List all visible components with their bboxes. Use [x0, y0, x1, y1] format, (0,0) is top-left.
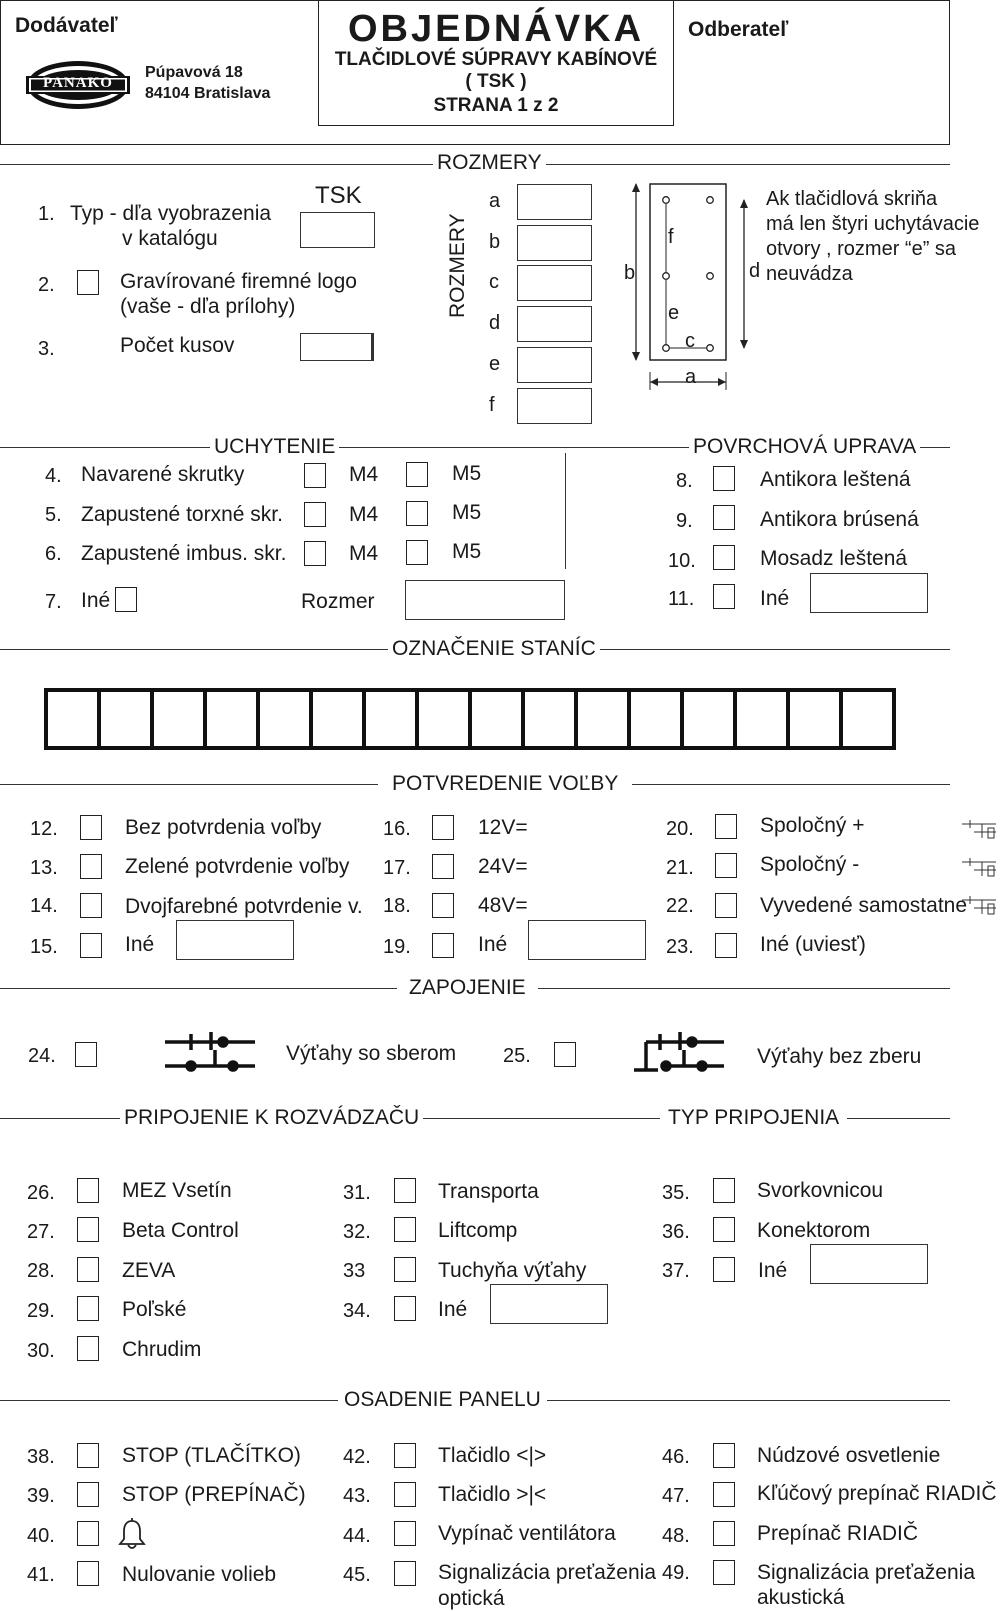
- separate-outputs-checkbox[interactable]: [715, 893, 737, 918]
- finish-polished-brass-checkbox[interactable]: [713, 545, 735, 570]
- section-povrchova-uprava: POVRCHOVÁ UPRAVA: [689, 435, 920, 459]
- dim-a-input[interactable]: [517, 184, 592, 220]
- mount-welded-label: Navarené skrutky: [81, 463, 245, 486]
- mount-imbus-m4-checkbox[interactable]: [304, 541, 326, 566]
- size-input[interactable]: [405, 580, 565, 620]
- emergency-light-label: Núdzové osvetlenie: [757, 1444, 941, 1467]
- supplier-address-line1: Púpavová 18: [145, 64, 243, 81]
- key-switch-label: Kľúčový prepínač RIADIČ: [757, 1482, 997, 1505]
- item-number: 19.: [383, 936, 411, 958]
- alarm-bell-checkbox[interactable]: [77, 1521, 99, 1546]
- driver-switch-label: Prepínač RIADIČ: [757, 1522, 919, 1545]
- section-oznacenie-stanic: OZNAČENIE STANÍC: [388, 637, 600, 661]
- item-number: 36.: [662, 1221, 690, 1243]
- station-cell[interactable]: [525, 692, 578, 746]
- connection-type-other-checkbox[interactable]: [713, 1257, 735, 1282]
- liftcomp-checkbox[interactable]: [394, 1217, 416, 1242]
- mez-vsetin-label: MEZ Vsetín: [122, 1179, 232, 1202]
- common-minus-label: Spoločný -: [760, 853, 860, 876]
- liftcomp-label: Liftcomp: [438, 1219, 518, 1242]
- confirmation-other-checkbox[interactable]: [80, 933, 102, 958]
- mez-vsetin-checkbox[interactable]: [77, 1178, 99, 1203]
- station-cell[interactable]: [101, 692, 154, 746]
- document-title: OBJEDNÁVKA: [347, 8, 645, 50]
- diagram-label-c: c: [685, 330, 695, 352]
- overload-acoustic-checkbox[interactable]: [713, 1560, 735, 1585]
- contact-with-collection-icon: [163, 1030, 258, 1075]
- document-subtitle: TLAČIDLOVÉ SÚPRAVY KABÍNOVÉ: [334, 49, 658, 70]
- item-number: 49.: [662, 1562, 690, 1584]
- without-collection-label: Výťahy bez zberu: [757, 1045, 922, 1068]
- item-number: 31.: [343, 1182, 371, 1204]
- fan-switch-label: Vypínač ventilátora: [438, 1522, 616, 1545]
- item-number: 35.: [662, 1182, 690, 1204]
- supplier-address-line2: 84104 Bratislava: [145, 85, 271, 102]
- dim-e-label: e: [489, 353, 501, 375]
- dim-b-input[interactable]: [517, 225, 592, 261]
- m5-label: M5: [452, 540, 482, 563]
- customer-label: Odberateľ: [688, 18, 789, 41]
- document-subtitle-abbr: ( TSK ): [465, 71, 527, 92]
- item-number: 3.: [38, 338, 55, 360]
- terminal-block-checkbox[interactable]: [713, 1178, 735, 1203]
- item-number: 41.: [27, 1564, 55, 1586]
- station-cell[interactable]: [260, 692, 313, 746]
- confirmation-wiring-other-label: Iné (uviesť): [760, 933, 866, 956]
- item-number: 37.: [662, 1260, 690, 1282]
- voltage-other-label: Iné: [478, 933, 508, 956]
- bicolor-confirmation-label: Dvojfarebné potvrdenie v.: [125, 895, 363, 918]
- terminal-block-label: Svorkovnicou: [757, 1179, 884, 1202]
- item-number: 40.: [27, 1525, 55, 1547]
- item-number: 2.: [38, 274, 55, 296]
- page-indicator: STRANA 1 z 2: [433, 95, 559, 116]
- station-cell[interactable]: [472, 692, 525, 746]
- dim-c-input[interactable]: [517, 265, 592, 301]
- contact-without-collection-icon: [632, 1030, 727, 1075]
- item-number: 24.: [28, 1045, 56, 1067]
- connection-type-other-label: Iné: [758, 1259, 788, 1282]
- chrudim-checkbox[interactable]: [77, 1336, 99, 1361]
- mount-welded-m4-checkbox[interactable]: [304, 463, 326, 488]
- with-collection-checkbox[interactable]: [75, 1042, 97, 1067]
- item-number: 18.: [383, 895, 411, 917]
- station-cell[interactable]: [154, 692, 207, 746]
- supplier-label: Dodávateľ: [15, 14, 118, 37]
- station-cell[interactable]: [737, 692, 790, 746]
- overload-acoustic-label-line2: akustická: [757, 1586, 845, 1609]
- mount-imbus-label: Zapustené imbus. skr.: [81, 542, 287, 565]
- finish-other-checkbox[interactable]: [713, 584, 735, 609]
- no-confirmation-label: Bez potvrdenia voľby: [125, 816, 322, 839]
- section-potvrdenie-volby: POTVREDENIE VOĽBY: [378, 772, 632, 796]
- item-number: 10.: [668, 550, 696, 572]
- station-cell[interactable]: [313, 692, 366, 746]
- section-rozmery: ROZMERY: [433, 151, 546, 175]
- station-cell[interactable]: [419, 692, 472, 746]
- dimension-note: Ak tlačidlová skriňa má len štyri uchytávacie otvory , rozmer “e” sa neuvádza: [766, 188, 980, 285]
- reset-calls-label: Nulovanie volieb: [122, 1563, 277, 1586]
- common-plus-checkbox[interactable]: [715, 814, 737, 839]
- item-number: 9.: [676, 510, 693, 532]
- overload-optical-checkbox[interactable]: [394, 1561, 416, 1586]
- polish-label: Poľské: [122, 1298, 187, 1321]
- section-typ-pripojenia: TYP PRIPOJENIA: [660, 1106, 847, 1130]
- dim-d-input[interactable]: [517, 306, 592, 342]
- voltage-12v-label: 12V=: [478, 816, 528, 839]
- m4-label: M4: [349, 503, 379, 526]
- zeva-checkbox[interactable]: [77, 1257, 99, 1282]
- m5-label: M5: [452, 462, 482, 485]
- finish-polished-steel-label: Antikora leštená: [760, 468, 911, 491]
- item-number: 15.: [30, 936, 58, 958]
- finish-other-input[interactable]: [810, 573, 928, 613]
- diagram-label-e: e: [668, 302, 680, 324]
- connector-checkbox[interactable]: [713, 1217, 735, 1242]
- item-number: 46.: [662, 1446, 690, 1468]
- station-cell[interactable]: [207, 692, 260, 746]
- beta-control-checkbox[interactable]: [77, 1217, 99, 1242]
- voltage-other-checkbox[interactable]: [432, 933, 454, 958]
- station-cell[interactable]: [631, 692, 684, 746]
- quantity-label: Počet kusov: [120, 334, 235, 357]
- rozmery-vertical-label: ROZMERY: [446, 213, 469, 318]
- panako-logo: [26, 60, 130, 110]
- polish-checkbox[interactable]: [77, 1296, 99, 1321]
- item-number: 27.: [27, 1221, 55, 1243]
- diagram-label-f: f: [668, 226, 674, 248]
- station-cell[interactable]: [684, 692, 737, 746]
- item-number: 12.: [30, 818, 58, 840]
- green-confirmation-checkbox[interactable]: [80, 854, 102, 879]
- connection-type-other-input[interactable]: [810, 1244, 928, 1284]
- item-number: 33: [343, 1260, 366, 1282]
- finish-brushed-steel-label: Antikora brúsená: [760, 508, 919, 531]
- green-confirmation-label: Zelené potvrdenie voľby: [125, 855, 350, 878]
- diagram-label-a: a: [685, 366, 697, 388]
- beta-control-label: Beta Control: [122, 1219, 239, 1242]
- finish-polished-brass-label: Mosadz leštená: [760, 547, 908, 570]
- item-number: 25.: [503, 1045, 531, 1067]
- item-number: 42.: [343, 1446, 371, 1468]
- item-number: 11.: [668, 588, 695, 610]
- item-number: 44.: [343, 1525, 371, 1547]
- m5-label: M5: [452, 501, 482, 524]
- dim-e-input[interactable]: [517, 347, 592, 383]
- confirmation-wiring-other-checkbox[interactable]: [715, 933, 737, 958]
- type-label-line2: v katalógu: [122, 227, 218, 250]
- mount-torx-m4-checkbox[interactable]: [304, 502, 326, 527]
- item-number: 22.: [666, 895, 694, 917]
- station-cell[interactable]: [366, 692, 419, 746]
- bicolor-confirmation-checkbox[interactable]: [80, 893, 102, 918]
- diagram-label-d: d: [749, 260, 761, 282]
- door-close-button-label: Tlačidlo >|<: [438, 1483, 547, 1506]
- voltage-48v-checkbox[interactable]: [432, 893, 454, 918]
- item-number: 45.: [343, 1564, 371, 1586]
- item-number: 1.: [38, 203, 55, 225]
- item-number: 23.: [666, 936, 694, 958]
- controller-other-label: Iné: [438, 1298, 468, 1321]
- item-number: 38.: [27, 1446, 55, 1468]
- m4-label: M4: [349, 463, 379, 486]
- key-switch-checkbox[interactable]: [713, 1482, 735, 1507]
- overload-optical-label: Signalizácia preťaženia: [438, 1561, 657, 1584]
- item-number: 28.: [27, 1260, 55, 1282]
- item-number: 30.: [27, 1340, 55, 1362]
- type-input[interactable]: [300, 212, 375, 248]
- common-plus-label: Spoločný +: [760, 814, 865, 837]
- stop-switch-label: STOP (PREPÍNAČ): [122, 1483, 306, 1506]
- bell-icon: [118, 1518, 146, 1552]
- type-label: Typ - dľa vyobrazenia: [70, 202, 272, 225]
- mount-welded-m5-checkbox[interactable]: [406, 462, 428, 487]
- dim-f-label: f: [489, 394, 495, 416]
- tsk-label: TSK: [315, 182, 362, 209]
- item-number: 26.: [27, 1182, 55, 1204]
- door-open-button-label: Tlačidlo <|>: [438, 1444, 547, 1467]
- item-number: 34.: [343, 1300, 371, 1322]
- item-number: 32.: [343, 1221, 371, 1243]
- overload-acoustic-label: Signalizácia preťaženia: [757, 1561, 976, 1584]
- item-number: 14.: [30, 895, 58, 917]
- reset-calls-checkbox[interactable]: [77, 1561, 99, 1586]
- confirmation-other-input[interactable]: [176, 920, 294, 960]
- emergency-light-checkbox[interactable]: [713, 1443, 735, 1468]
- tuchyna-label: Tuchyňa výťahy: [438, 1259, 587, 1282]
- item-number: 4.: [45, 465, 62, 487]
- stop-button-checkbox[interactable]: [77, 1443, 99, 1468]
- station-cell[interactable]: [48, 692, 101, 746]
- item-number: 16.: [383, 818, 411, 840]
- controller-other-checkbox[interactable]: [394, 1296, 416, 1321]
- chrudim-label: Chrudim: [122, 1338, 202, 1361]
- confirmation-other-label: Iné: [125, 933, 155, 956]
- dim-c-label: c: [489, 271, 499, 293]
- controller-other-input[interactable]: [490, 1284, 608, 1324]
- voltage-24v-label: 24V=: [478, 855, 528, 878]
- fan-switch-checkbox[interactable]: [394, 1521, 416, 1546]
- engraved-logo-checkbox[interactable]: [77, 270, 99, 295]
- mount-imbus-m5-checkbox[interactable]: [406, 540, 428, 565]
- item-number: 7.: [45, 591, 62, 613]
- section-pripojenie-k-rozvadzacu: PRIPOJENIE K ROZVÁDZAČU: [120, 1106, 423, 1130]
- station-cell[interactable]: [843, 692, 892, 746]
- stop-switch-checkbox[interactable]: [77, 1482, 99, 1507]
- mount-other-checkbox[interactable]: [115, 587, 137, 612]
- item-number: 6.: [45, 543, 62, 565]
- door-close-button-checkbox[interactable]: [394, 1482, 416, 1507]
- with-collection-label: Výťahy so sberom: [286, 1042, 457, 1065]
- size-label: Rozmer: [301, 590, 375, 613]
- dim-d-label: d: [489, 312, 501, 334]
- stop-button-label: STOP (TLAČÍTKO): [122, 1444, 301, 1467]
- finish-other-label: Iné: [760, 587, 790, 610]
- mount-torx-label: Zapustené torxné skr.: [81, 503, 283, 526]
- finish-brushed-steel-checkbox[interactable]: [713, 505, 735, 530]
- item-number: 39.: [27, 1485, 55, 1507]
- section-zapojenie: ZAPOJENIE: [397, 976, 538, 1000]
- voltage-24v-checkbox[interactable]: [432, 854, 454, 879]
- diagram-label-b: b: [624, 262, 636, 284]
- m4-label: M4: [349, 542, 379, 565]
- transporta-checkbox[interactable]: [394, 1178, 416, 1203]
- station-cell[interactable]: [790, 692, 843, 746]
- mount-torx-m5-checkbox[interactable]: [406, 501, 428, 526]
- driver-switch-checkbox[interactable]: [713, 1521, 735, 1546]
- item-number: 8.: [676, 470, 693, 492]
- logo-text: PANAKO: [43, 75, 113, 91]
- item-number: 21.: [666, 857, 694, 879]
- station-labels-grid[interactable]: [44, 688, 896, 750]
- transporta-label: Transporta: [438, 1180, 539, 1203]
- door-open-button-checkbox[interactable]: [394, 1443, 416, 1468]
- without-collection-checkbox[interactable]: [554, 1042, 576, 1067]
- section-osadenie-panelu: OSADENIE PANELU: [338, 1388, 547, 1412]
- voltage-other-input[interactable]: [528, 920, 646, 960]
- separate-outputs-label: Vyvedené samostatne: [760, 894, 968, 917]
- connector-label: Konektorom: [757, 1219, 871, 1242]
- item-number: 48.: [662, 1525, 690, 1547]
- engraved-logo-label-line2: (vaše - dľa prílohy): [120, 295, 296, 318]
- item-number: 17.: [383, 857, 411, 879]
- item-number: 47.: [662, 1485, 690, 1507]
- no-confirmation-checkbox[interactable]: [80, 815, 102, 840]
- finish-polished-steel-checkbox[interactable]: [713, 466, 735, 491]
- item-number: 5.: [45, 504, 62, 526]
- title-box: [318, 0, 674, 126]
- item-number: 20.: [666, 818, 694, 840]
- zeva-label: ZEVA: [122, 1259, 176, 1282]
- item-number: 43.: [343, 1485, 371, 1507]
- overload-optical-label-line2: optická: [438, 1587, 505, 1610]
- item-number: 29.: [27, 1300, 55, 1322]
- dim-a-label: a: [489, 190, 501, 212]
- voltage-48v-label: 48V=: [478, 894, 528, 917]
- mount-other-label: Iné: [81, 589, 111, 612]
- item-number: 13.: [30, 857, 58, 879]
- station-cell[interactable]: [578, 692, 631, 746]
- dim-b-label: b: [489, 231, 501, 253]
- common-minus-checkbox[interactable]: [715, 853, 737, 878]
- dim-f-input[interactable]: [517, 388, 592, 424]
- section-uchytenie: UCHYTENIE: [210, 435, 339, 459]
- divider: [565, 453, 566, 569]
- voltage-12v-checkbox[interactable]: [432, 815, 454, 840]
- wiring-schematic-icon: [960, 818, 1000, 918]
- engraved-logo-label: Gravírované firemné logo: [120, 270, 357, 293]
- tuchyna-checkbox[interactable]: [394, 1257, 416, 1282]
- quantity-input[interactable]: [300, 333, 374, 361]
